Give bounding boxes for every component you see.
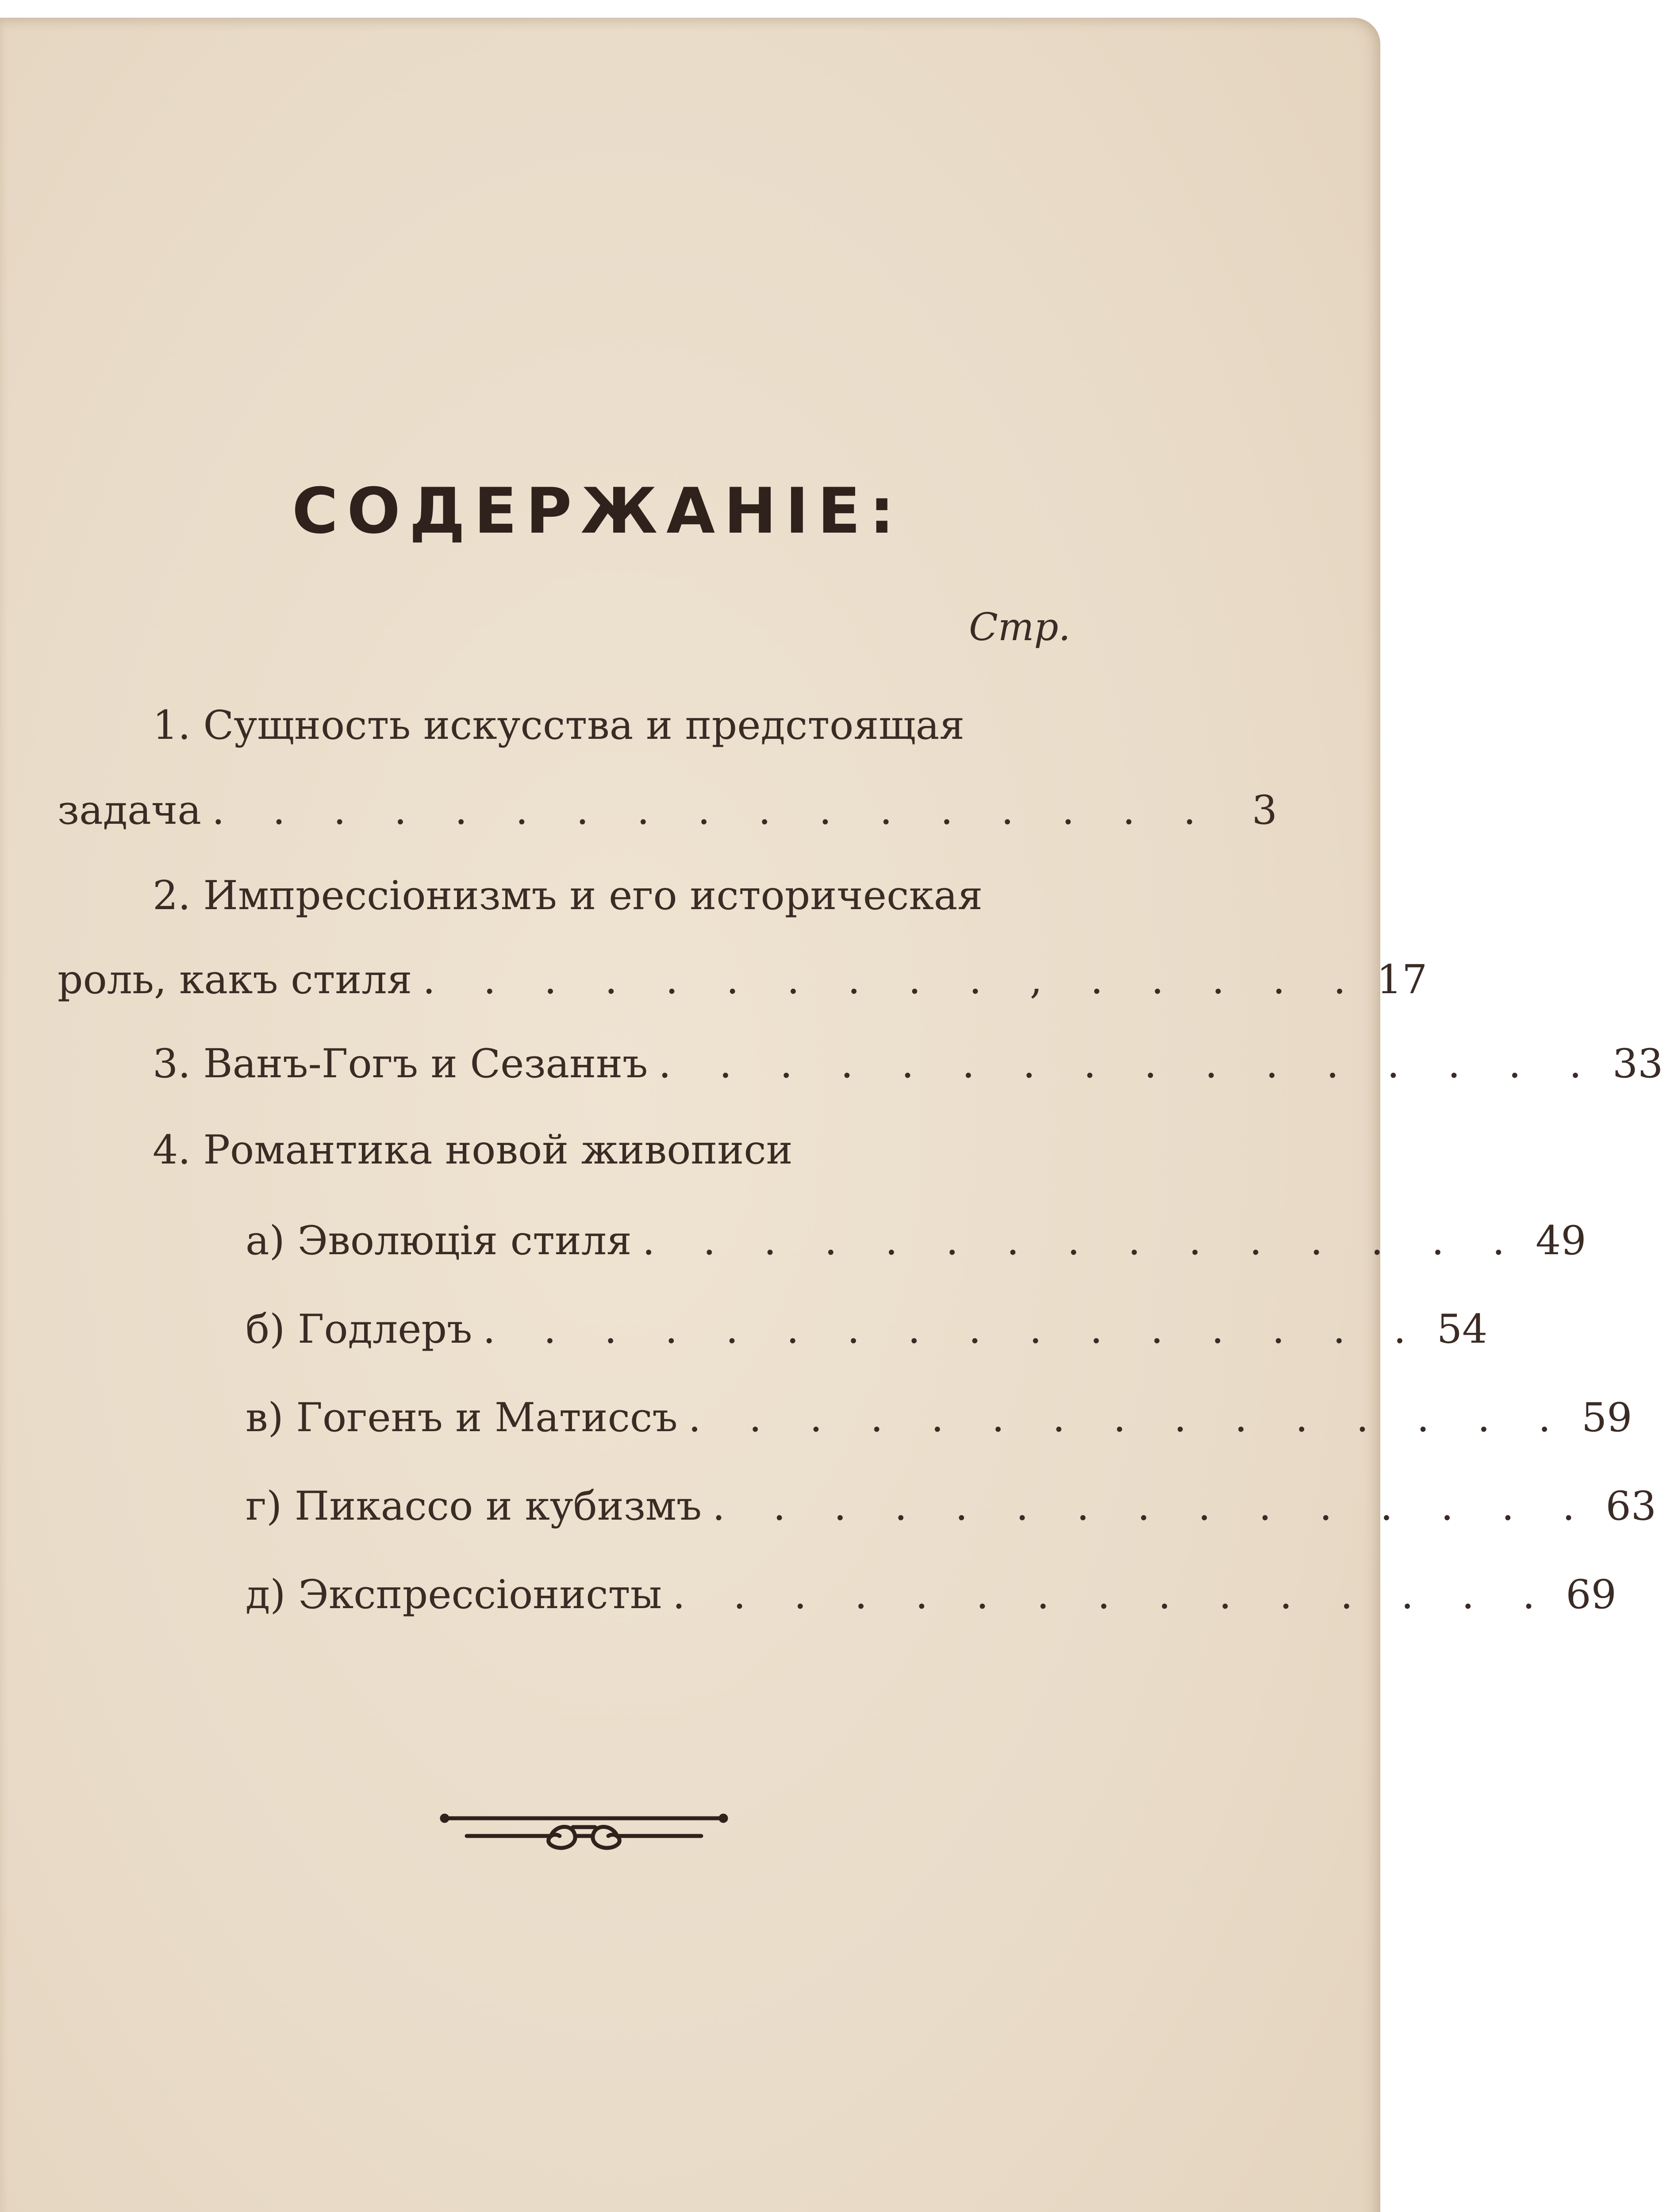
toc-entry-2-title-cont: роль, какъ стиля [58,956,412,1003]
toc-entry-2-page: 17 [1376,956,1428,1003]
toc-entry-2-row[interactable] [58,956,1428,1003]
toc-subentry-e-page: 69 [1566,1571,1617,1618]
leader-dots: . . . . . . . . . . . . . . . . . [211,787,1214,833]
paper-sheet [0,18,1380,2212]
toc-subentry-e-title: д) Экспрессіонисты [246,1571,662,1618]
leader-dots: . . . . . . . . . . . . . . . . [483,1306,1424,1352]
leader-dots: . . . . . , . . . . . . . . . . [422,956,1364,1003]
toc-subentry-d-title: г) Пикассо и кубизмъ [246,1483,702,1529]
fleuron-divider-icon [440,1805,728,1863]
toc-subentry-b-title: б) Годлеръ [246,1306,472,1352]
toc-subentry-a-title: а) Эволюція стиля [246,1217,632,1264]
leader-dots: . . . . . . . . . . . . . . . . [658,1041,1600,1087]
toc-subentry-c-page: 59 [1581,1394,1632,1441]
page-column-label: Стр. [969,605,1071,649]
toc-subentry-b[interactable] [246,1306,1488,1352]
toc-entry-1-page: 3 [1252,787,1278,833]
toc-subentry-a[interactable] [246,1217,1586,1264]
toc-subentry-e[interactable] [246,1571,1617,1618]
toc-subentry-b-page: 54 [1436,1306,1488,1352]
leader-dots: . . . . . . . . . . . . . . . [712,1483,1593,1529]
toc-entry-1-title-cont: задача [58,787,201,833]
toc-entry-2-title: 2. Импрессіонизмъ и его историческая [153,872,983,919]
toc-entry-3-row[interactable] [153,1041,1663,1087]
toc-subentry-a-page: 49 [1535,1217,1586,1264]
toc-entry-4-title: 4. Романтика новой живописи [153,1127,793,1173]
toc-entry-1-row[interactable] [58,787,1278,833]
toc-subentry-c-title: в) Гогенъ и Матиссъ [246,1394,678,1441]
leader-dots: . . . . . . . . . . . . . . . [642,1217,1523,1264]
toc-subentry-c[interactable] [246,1394,1632,1441]
toc-entry-1-title: 1. Сущность искусства и предстоящая [153,702,965,749]
toc-subentry-d[interactable] [246,1483,1656,1529]
toc-entry-3-page: 33 [1612,1041,1663,1087]
toc-entry-3-title: 3. Ванъ-Гогъ и Сезаннъ [153,1041,648,1087]
leader-dots: . . . . . . . . . . . . . . . [688,1394,1569,1441]
toc-title: СОДЕРЖАНІЕ: [292,475,903,548]
leader-dots: . . . . . . . . . . . . . . . [672,1571,1553,1618]
toc-subentry-d-page: 63 [1605,1483,1656,1529]
